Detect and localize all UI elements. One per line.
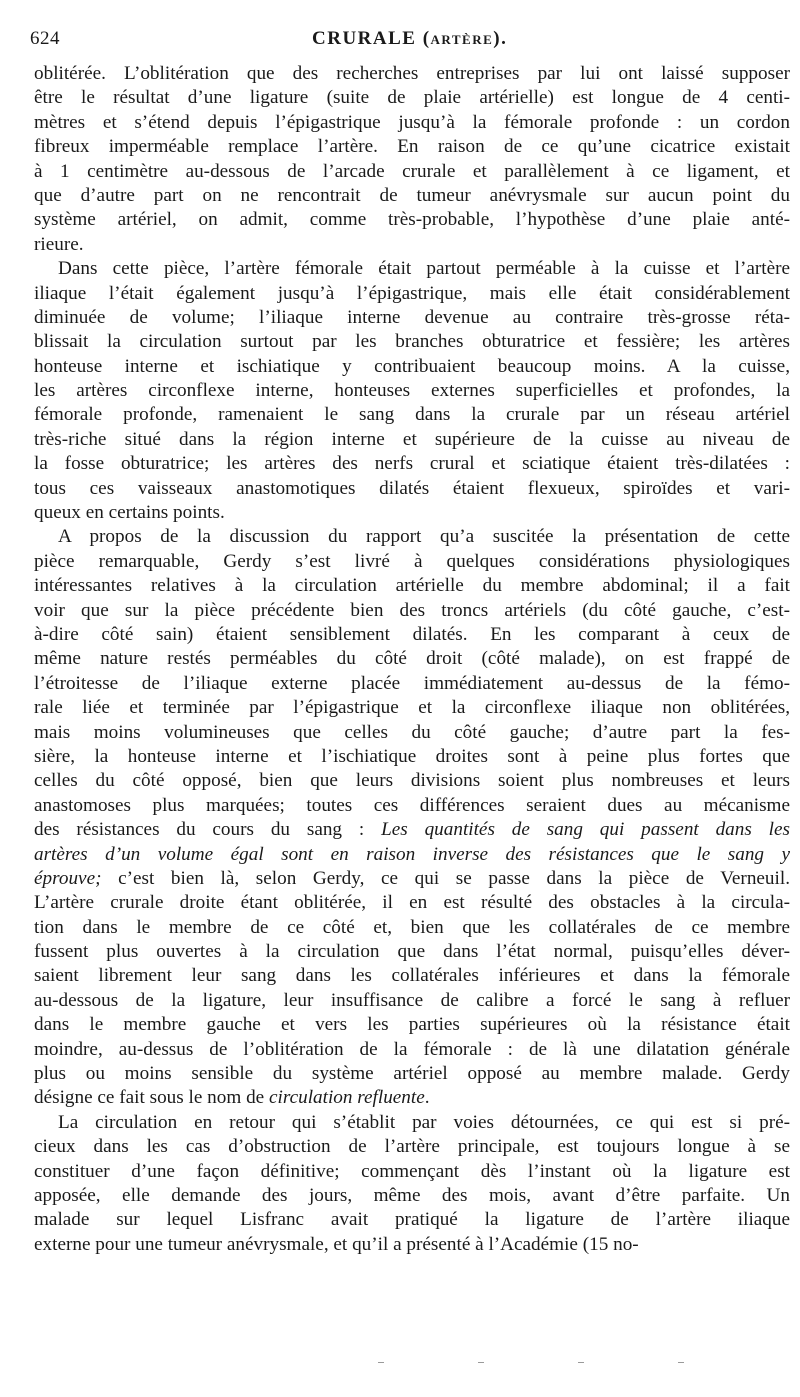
text-run: cieux dans les cas d’obstruction de l’artère principale, est toujours longue à se (34, 1136, 790, 1158)
italic-run: éprouve; (34, 867, 102, 889)
text-line (34, 647, 790, 671)
footer-mark (478, 1362, 484, 1363)
text-line (34, 233, 790, 257)
text-run: à 1 centimètre au-dessous de l’arcade crurale et parallèlement à ce ligament, et (34, 160, 790, 182)
text-line (34, 1086, 790, 1110)
text-run: la fosse obturatrice; les artères des nerfs crural et sciatique étaient très-dilatées : (34, 453, 790, 475)
running-head-end: ). (493, 28, 508, 49)
text-run: iliaque l’était également jusqu’à l’épigastrique, mais elle était considérablement (34, 282, 790, 304)
text-run: rale liée et terminée par l’épigastrique et la circonflexe iliaque non oblitérées, (34, 697, 790, 719)
text-line (34, 257, 790, 281)
text-line (34, 1062, 790, 1086)
page-header (30, 28, 790, 58)
text-line (34, 891, 790, 915)
text-run: fémorale profonde, ramenaient le sang dans la crurale par un réseau artériel (34, 404, 790, 426)
text-run: fibreux imperméable remplace l’artère. En raison de ce qu’une cicatrice existait (34, 136, 790, 158)
text-line (34, 672, 790, 696)
text-run: même nature restés perméables du côté droit (côté malade), on est frappé de (34, 648, 790, 670)
text-line (34, 428, 790, 452)
text-line (34, 1135, 790, 1159)
text-run: système artériel, on admit, comme très-probable, l’hypothèse d’une plaie anté- (34, 209, 790, 231)
text-run: pièce remarquable, Gerdy s’est livré à quelques considérations physiologiques (34, 550, 790, 572)
text-run: tion dans le membre de ce côté et, bien que les collatérales de ce membre (34, 916, 790, 938)
text-line (34, 403, 790, 427)
text-line (34, 1184, 790, 1208)
text-line (34, 721, 790, 745)
page-number: 624 (30, 28, 60, 49)
text-line (34, 599, 790, 623)
text-line (34, 501, 790, 525)
text-line (34, 623, 790, 647)
text-run: très-riche situé dans la région interne et supérieure de la cuisse au niveau de (34, 428, 790, 450)
text-line (34, 769, 790, 793)
text-line (34, 574, 790, 598)
text-run: voir que sur la pièce précédente bien des troncs artériels (du côté gauche, c’est- (34, 599, 790, 621)
text-line (34, 964, 790, 988)
text-run: La circulation en retour qui s’établit par voies détournées, ce qui est si pré- (58, 1111, 790, 1133)
text-run: mètres et s’étend depuis l’épigastrique jusqu’à la fémorale profonde : un cordon (34, 111, 790, 133)
running-head-main: CRURALE ( (312, 28, 431, 49)
text-run: malade sur lequel Lisfranc avait pratiqué la ligature de l’artère iliaque (34, 1209, 790, 1231)
text-run: tous ces vaisseaux anastomotiques dilatés étaient flexueux, spiroïdes et vari- (34, 477, 790, 499)
text-run: sière, la honteuse interne et l’ischiatique droites sont à peine plus fortes que (34, 745, 790, 767)
text-run: rieure. (34, 233, 84, 255)
text-run: les artères circonflexe interne, honteuses externes superficielles et profondes, la (34, 380, 790, 402)
text-run: à-dire côté sain) étaient sensiblement dilatés. En les comparant à ceux de (34, 623, 790, 645)
text-line (34, 135, 790, 159)
footer-mark (578, 1362, 584, 1363)
italic-run: artères d’un volume égal sont en raison inverse des résistances que le sang y (34, 843, 790, 865)
text-run: moindre, au-dessus de l’oblitération de la fémorale : de là une dilatation générale (34, 1038, 790, 1060)
text-run: externe pour une tumeur anévrysmale, et qu’il a présenté à l’Académie (15 no- (34, 1233, 639, 1255)
running-head (312, 28, 507, 50)
text-line (34, 208, 790, 232)
text-run: apposée, elle demande des jours, même des mois, avant d’être parfaite. Un (34, 1184, 790, 1206)
text-line (34, 1111, 790, 1135)
text-line (34, 745, 790, 769)
text-run: l’étroitesse de l’iliaque externe placée immédiatement au-dessus de la fémo- (34, 672, 790, 694)
text-line (34, 1160, 790, 1184)
text-run: saient librement leur sang dans les collatérales inférieures et dans la fémorale (34, 965, 790, 987)
running-head-small: ARTÈRE (430, 32, 494, 47)
text-line (34, 477, 790, 501)
text-line (34, 525, 790, 549)
text-run: honteuse interne et ischiatique y contribuaient beaucoup moins. A la cuisse, (34, 355, 790, 377)
text-run: A propos de la discussion du rapport qu’a suscitée la présentation de cette (58, 526, 790, 548)
text-run: être le résultat d’une ligature (suite de plaie artérielle) est longue de 4 centi- (34, 87, 790, 109)
italic-run: circulation refluente (268, 1087, 425, 1109)
text-run: diminuée de volume; l’iliaque interne devenue au contraire très-grosse réta- (34, 306, 790, 328)
text-run-after: . (424, 1087, 430, 1109)
footer-mark (678, 1362, 684, 1363)
text-line (34, 916, 790, 940)
text-line (34, 867, 790, 891)
text-line (34, 379, 790, 403)
footer-mark (378, 1362, 384, 1363)
text-line (34, 62, 790, 86)
text-run: des résistances du cours du sang : (34, 819, 382, 841)
text-line (34, 1013, 790, 1037)
text-line (34, 794, 790, 818)
text-line (34, 818, 790, 842)
text-run: que d’autre part on ne rencontrait de tumeur anévrysmale sur aucun point du (34, 184, 790, 206)
text-line (34, 940, 790, 964)
text-run: L’artère crurale droite étant oblitérée, il en est résulté des obstacles à la circula- (34, 892, 790, 914)
text-line (34, 330, 790, 354)
body-text (34, 62, 790, 1257)
text-line (34, 282, 790, 306)
text-line (34, 1233, 790, 1257)
text-line (34, 184, 790, 208)
text-run: queux en certains points. (34, 502, 225, 524)
text-run: dans le membre gauche et vers les parties supérieures où la résistance était (34, 1014, 790, 1036)
text-line (34, 160, 790, 184)
text-line (34, 843, 790, 867)
italic-run: Les quantités de sang qui passent dans les (381, 819, 790, 841)
text-line (34, 355, 790, 379)
text-line (34, 550, 790, 574)
text-line (34, 1208, 790, 1232)
text-line (34, 111, 790, 135)
text-line (34, 452, 790, 476)
text-line (34, 1038, 790, 1062)
text-run: plus ou moins sensible du système artériel opposé au membre malade. Gerdy (34, 1063, 790, 1085)
text-line (34, 696, 790, 720)
text-run: désigne ce fait sous le nom de (34, 1087, 269, 1109)
text-run: oblitérée. L’oblitération que des recherches entreprises par lui ont laissé supposer (34, 63, 790, 84)
footer-marks (0, 1362, 800, 1372)
text-line (34, 86, 790, 110)
text-run-after: c’est bien là, selon Gerdy, ce qui se passe dans la pièce de Verneuil. (101, 867, 790, 889)
text-run: intéressantes relatives à la circulation artérielle du membre abdominal; il a fait (34, 575, 790, 597)
text-line (34, 989, 790, 1013)
text-run: au-dessous de la ligature, leur insuffisance de calibre a forcé le sang à refluer (34, 989, 790, 1011)
text-run: blissait la circulation surtout par les branches obturatrice et fessière; les artères (34, 331, 790, 353)
text-run: fussent plus ouvertes à la circulation que dans l’état normal, puisqu’elles déver- (34, 941, 790, 963)
text-run: mais moins volumineuses que celles du côté gauche; d’autre part la fes- (34, 721, 790, 743)
text-run: anastomoses plus marquées; toutes ces différences seraient dues au mécanisme (34, 794, 790, 816)
text-run: celles du côté opposé, bien que leurs divisions soient plus nombreuses et leurs (34, 770, 790, 792)
text-run: constituer d’une façon définitive; commençant dès l’instant où la ligature est (34, 1160, 790, 1182)
text-run: Dans cette pièce, l’artère fémorale était partout perméable à la cuisse et l’artère (58, 258, 790, 280)
text-line (34, 306, 790, 330)
